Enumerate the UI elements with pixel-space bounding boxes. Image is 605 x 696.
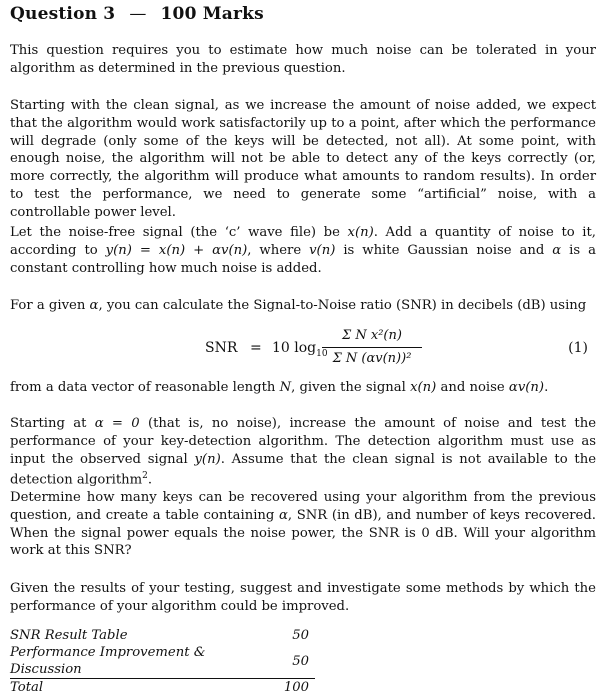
paragraph-noise-behaviour: Starting with the clean signal, as we increase the amount of noise added, we expect that the algorithm would work satisfactorily up to a point, after which the performance will degrade (only some of the keys will be detected, not all). At some point, with enough noise, the algorithm will not be able to detect any of the keys correctly (or, more correctly, the algorithm will produce what amounts to random results). In order to test the performance, we need to generate some “artificial” noise, with a controllable power level. bbox=[10, 97, 596, 222]
marks-points: 100 bbox=[269, 679, 315, 696]
question-number: Question 3 bbox=[10, 4, 115, 24]
text-run: (that is, no noise), increase the amount of noise and test the performance of your key-detection algorithm. The detection algorithm must use as input the observed signal bbox=[10, 416, 596, 467]
paragraph-snr-intro bbox=[10, 297, 596, 315]
text-run: , you can calculate the Signal-to-Noise ratio (SNR) in decibels (dB) using bbox=[98, 298, 586, 313]
paragraph-noise-model bbox=[10, 224, 596, 277]
equation-log bbox=[272, 340, 328, 359]
text-run: , SNR (in dB), and number of keys recovered. When the signal power equals the noise power, the SNR is 0 dB. Will your algorithm work at this SNR? bbox=[10, 508, 596, 559]
marks-item: Total bbox=[10, 679, 269, 696]
text-run: . bbox=[148, 473, 152, 488]
math-alpha: α bbox=[90, 298, 99, 313]
footnote-marker: 2 bbox=[142, 471, 148, 481]
math-vn: v(n) bbox=[309, 243, 335, 258]
text-run: from a data vector of reasonable length bbox=[10, 380, 280, 395]
log-base: 10 bbox=[316, 349, 327, 359]
equation-fraction bbox=[322, 326, 422, 369]
math-N: N bbox=[280, 380, 292, 395]
marks-row bbox=[10, 644, 315, 679]
log-text: 10 log bbox=[272, 340, 316, 356]
text-run: . bbox=[544, 380, 548, 395]
equation-number: (1) bbox=[568, 340, 588, 356]
fraction-denominator: Σ N (αv(n))² bbox=[322, 349, 422, 369]
paragraph-improvement: Given the results of your testing, suggest and investigate some methods by which the performance of your algorithm could be improved. bbox=[10, 580, 596, 616]
paragraph-testing bbox=[10, 415, 596, 490]
marks-points: 50 bbox=[269, 644, 315, 679]
text-run: Starting at bbox=[10, 416, 95, 431]
text-run: For a given bbox=[10, 298, 90, 313]
math-xn: x(n) bbox=[410, 380, 436, 395]
math-noise-equation: y(n) = x(n) + αv(n) bbox=[106, 243, 248, 258]
snr-equation bbox=[10, 326, 596, 374]
text-run: . Assume that the clean signal is not available to the detection algorithm bbox=[10, 452, 596, 488]
marks-table bbox=[10, 627, 315, 696]
question-heading bbox=[10, 4, 264, 24]
math-alpha: α bbox=[552, 243, 561, 258]
marks-item: Performance Improvement & Discussion bbox=[10, 644, 269, 679]
paragraph-data-vector bbox=[10, 379, 596, 397]
text-run: , where bbox=[247, 243, 309, 258]
text-run: . Add a quantity of noise to it, according to bbox=[10, 225, 596, 258]
marks-row bbox=[10, 679, 315, 696]
math-alpha-zero: α = 0 bbox=[95, 416, 140, 431]
heading-dash: — bbox=[129, 4, 146, 24]
text-run: Let the noise-free signal (the ‘c’ wave file) be bbox=[10, 225, 348, 240]
marks-item: SNR Result Table bbox=[10, 627, 269, 644]
text-run: , given the signal bbox=[291, 380, 410, 395]
math-xn: x(n) bbox=[348, 225, 374, 240]
text-run: and noise bbox=[436, 380, 509, 395]
fraction-bar bbox=[322, 347, 422, 348]
equation-lhs: SNR bbox=[205, 340, 237, 356]
text-run: Determine how many keys can be recovered using your algorithm from the previous question, and create a table containing bbox=[10, 490, 596, 523]
question-marks: 100 Marks bbox=[161, 4, 264, 24]
marks-points: 50 bbox=[269, 627, 315, 644]
text-run: is a constant controlling how much noise is added. bbox=[10, 243, 596, 276]
math-alpha: α bbox=[279, 508, 288, 523]
paragraph-intro: This question requires you to estimate how much noise can be tolerated in your algorithm as determined in the previous question. bbox=[10, 42, 596, 78]
text-run: is white Gaussian noise and bbox=[335, 243, 552, 258]
marks-row bbox=[10, 627, 315, 644]
math-avn: αv(n) bbox=[509, 380, 544, 395]
paragraph-determine bbox=[10, 489, 596, 560]
math-yn: y(n) bbox=[194, 452, 220, 467]
equation-equals: = bbox=[250, 340, 262, 356]
fraction-numerator: Σ N x²(n) bbox=[322, 326, 422, 346]
